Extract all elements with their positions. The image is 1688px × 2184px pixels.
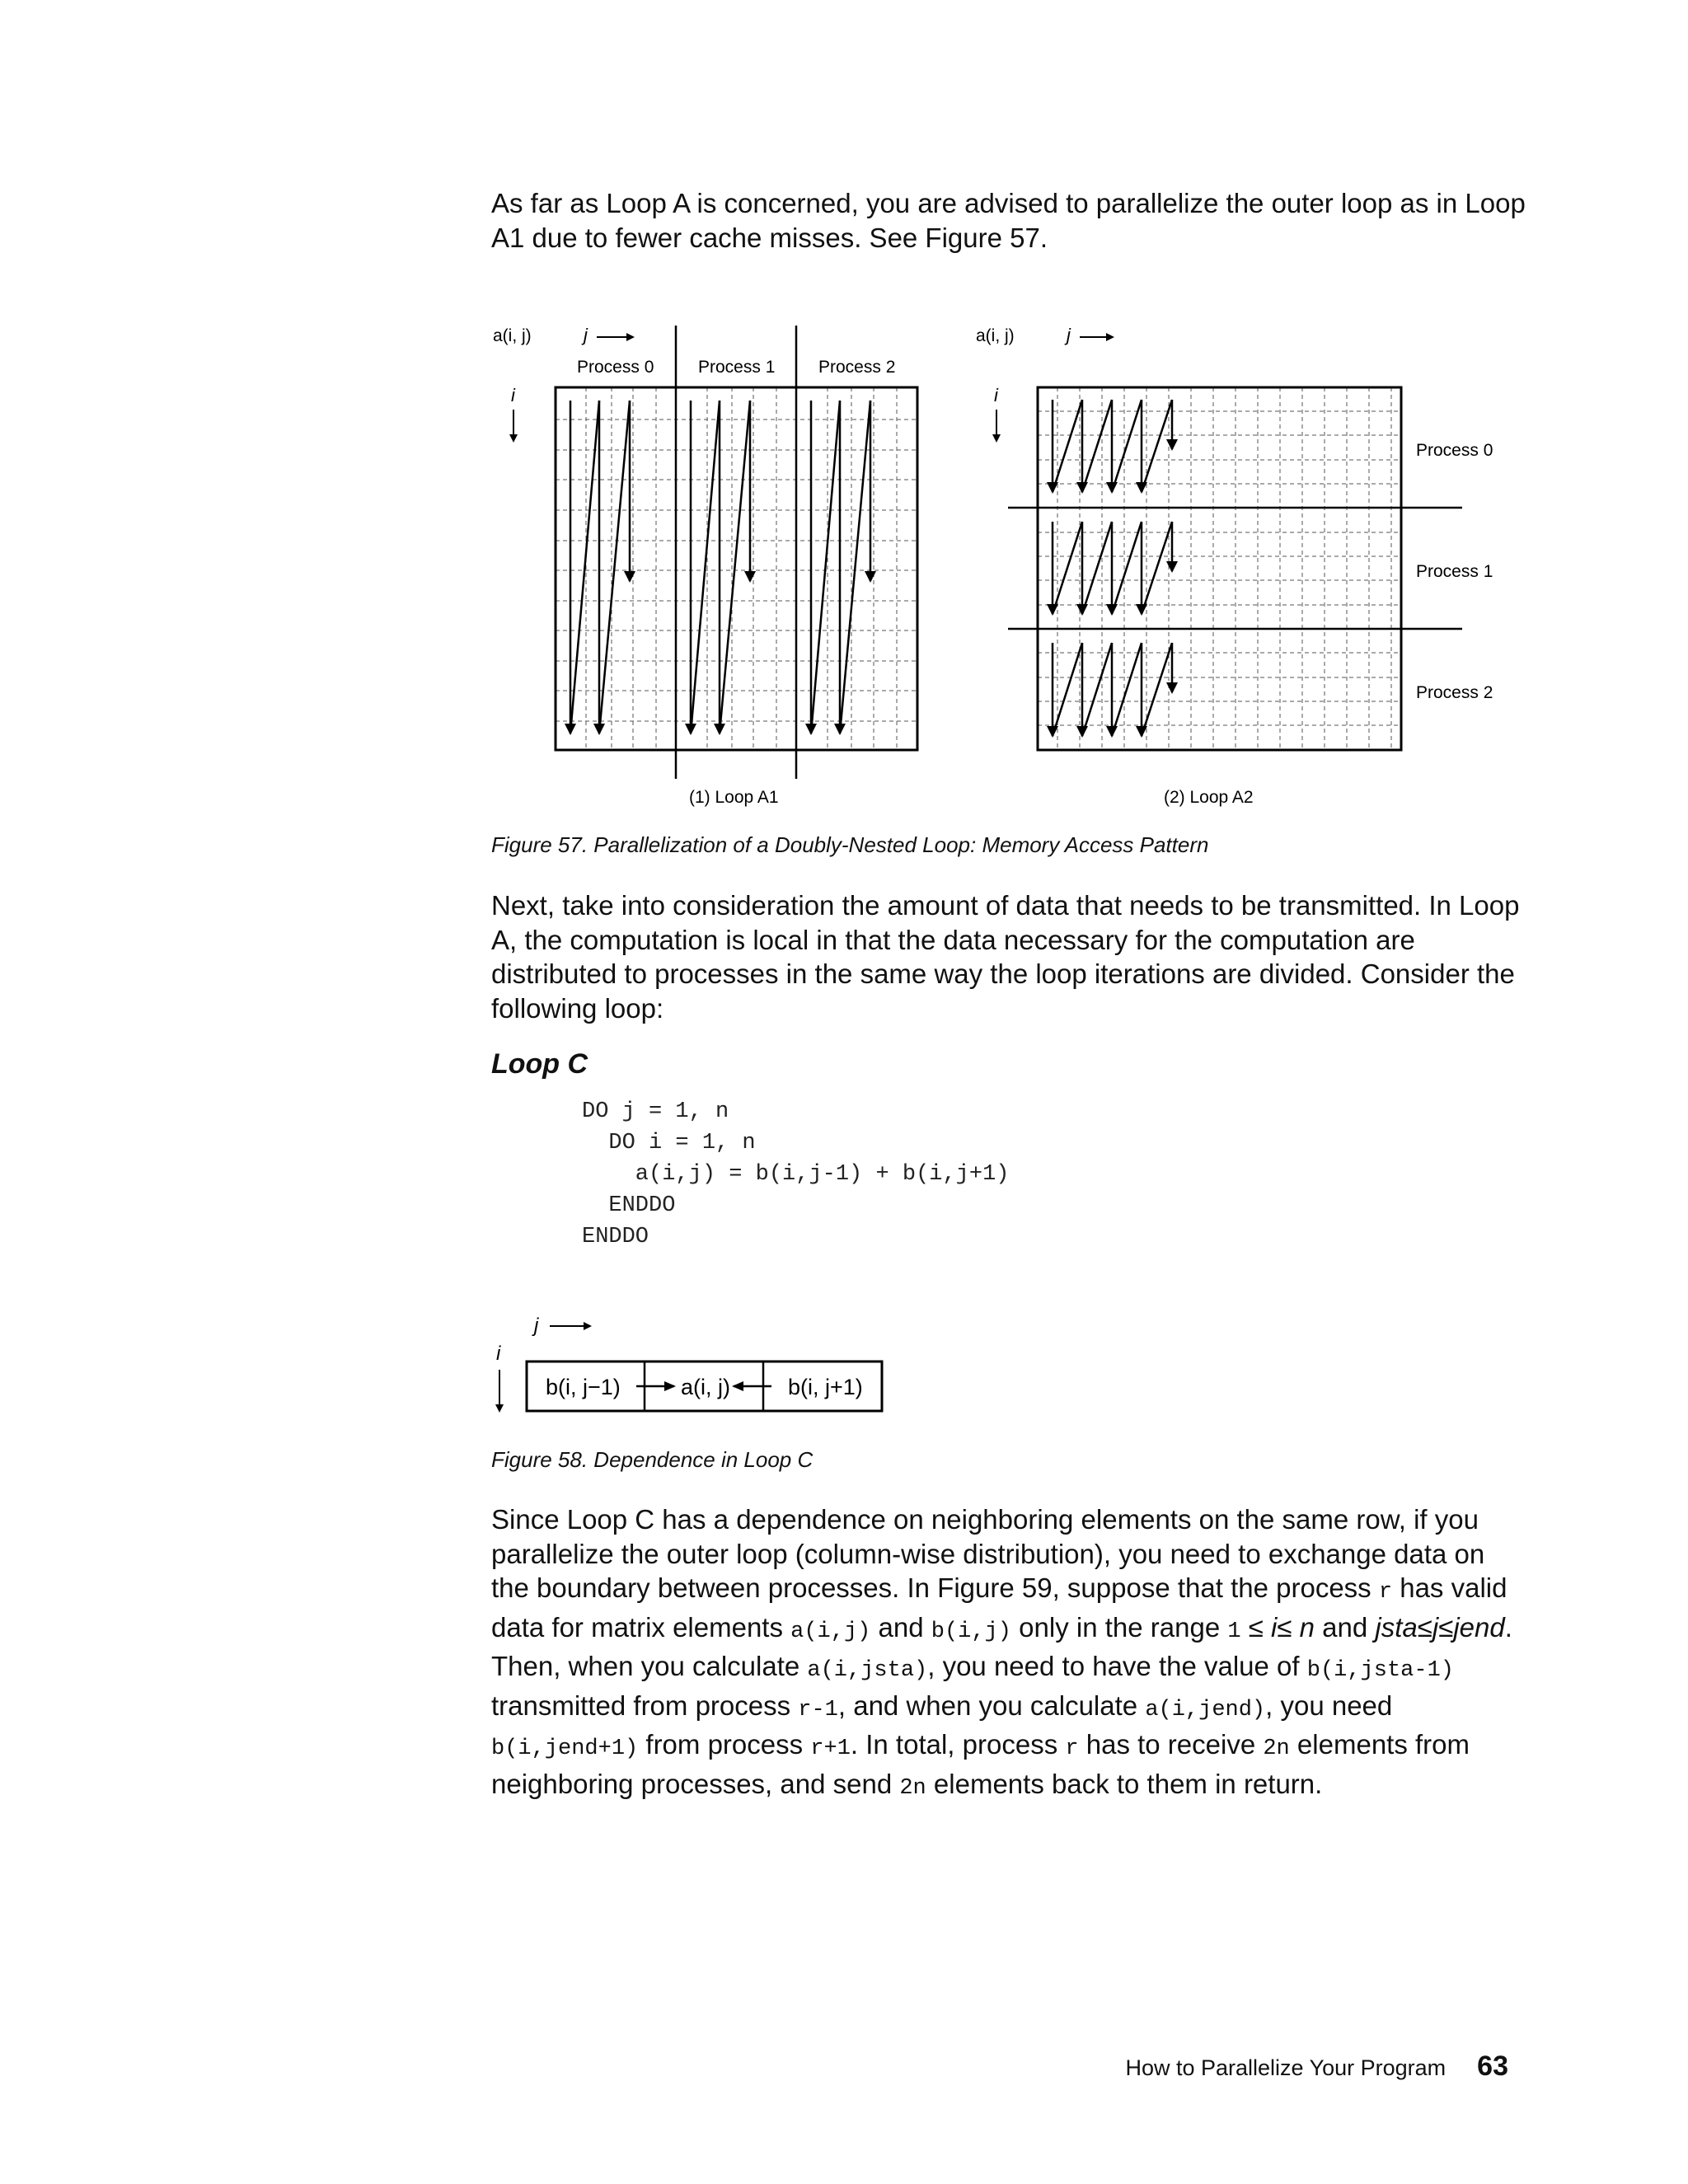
left-matrix-frame	[556, 387, 917, 750]
text-run: transmitted from process	[491, 1690, 799, 1721]
inline-code: r-1	[798, 1697, 838, 1722]
right-process-1-label: Process 1	[1416, 562, 1493, 581]
math-var: jend	[1453, 1611, 1505, 1643]
page-footer	[1125, 2050, 1508, 2083]
figure-57-caption: Figure 57. Parallelization of a Doubly-Nested Loop: Memory Access Pattern	[491, 832, 1209, 857]
text-run: elements back to them in return.	[926, 1768, 1323, 1799]
inline-code: 1	[1227, 1619, 1241, 1644]
inline-code: 2n	[1263, 1736, 1290, 1761]
paragraph-3	[491, 1502, 1530, 1806]
footer-title: How to Parallelize Your Program	[1125, 2055, 1447, 2080]
left-process-2-label: Process 2	[818, 358, 896, 377]
right-aij-label: a(i, j)	[976, 326, 1015, 345]
text-run: . Then, when you calculate	[491, 1611, 1512, 1681]
right-access-path	[1053, 400, 1172, 736]
text-run: . In total, process	[850, 1729, 1066, 1760]
text-run: has to receive	[1078, 1729, 1264, 1760]
intro-paragraph	[491, 186, 1530, 255]
text-run: , and when you calculate	[837, 1690, 1146, 1721]
code-line: DO i = 1, n	[582, 1131, 756, 1155]
text-run: ≤	[1277, 1611, 1300, 1643]
left-access-path	[570, 401, 870, 733]
inline-code: b(i,j)	[931, 1619, 1011, 1644]
text-run: has valid data for matrix elements	[491, 1572, 1507, 1643]
inline-code: 2n	[899, 1775, 926, 1801]
figure-58-caption: Figure 58. Dependence in Loop C	[491, 1447, 814, 1472]
left-aij-label: a(i, j)	[493, 326, 532, 345]
text-run: and	[1314, 1611, 1376, 1643]
text-run: ≤	[1417, 1611, 1432, 1643]
inline-code: b(i,jend+1)	[491, 1736, 639, 1761]
inline-code: r+1	[810, 1736, 851, 1761]
cell-a-ij: a(i, j)	[681, 1375, 730, 1399]
paragraph-2	[491, 888, 1530, 1025]
text-run: , you need	[1265, 1690, 1393, 1721]
right-grid	[1038, 387, 1401, 750]
paragraph-2-text: Next, take into consideration the amount of data that needs to be transmitted. In Loop A, the computation is local in that the data necessary for the computation are distributed to processes in the same way the loop iterations are divided. Consider the following loop:	[491, 890, 1520, 1024]
right-process-2-label: Process 2	[1416, 683, 1493, 702]
left-grid	[556, 387, 917, 750]
left-process-1-label: Process 1	[698, 358, 776, 377]
cell-b-jplus1: b(i, j+1)	[788, 1375, 863, 1399]
text-run: , you need to have the value of	[927, 1651, 1307, 1681]
code-line: ENDDO	[582, 1225, 649, 1249]
right-process-0-label: Process 0	[1416, 441, 1493, 460]
left-process-0-label: Process 0	[577, 358, 654, 377]
inline-code: r	[1378, 1580, 1393, 1605]
left-i-label: i	[511, 385, 515, 405]
text-run: and	[870, 1611, 931, 1643]
right-j-label: j	[1067, 325, 1071, 345]
fig58-j-label: j	[534, 1315, 539, 1337]
inline-code: a(i,jsta)	[807, 1658, 928, 1683]
right-i-label: i	[994, 385, 998, 405]
inline-code: a(i,j)	[790, 1619, 871, 1644]
text-run: only in the range	[1011, 1611, 1228, 1643]
left-sub-caption: (1) Loop A1	[689, 788, 779, 807]
math-var: j	[1432, 1611, 1439, 1643]
loop-c-heading: Loop C	[491, 1048, 588, 1080]
text-run: Since Loop C has a dependence on neighboring elements on the same row, if you parallelize the outer loop (column-wise distribution), you need to exchange data on the boundary between processes. In Figure 59, suppose that the process	[491, 1504, 1485, 1603]
fig58-i-label: i	[496, 1343, 501, 1365]
figure-57-diagram	[486, 317, 1525, 828]
text-run: ≤	[1240, 1611, 1271, 1643]
loop-c-code	[582, 1096, 1009, 1253]
figure-58-diagram	[486, 1306, 898, 1418]
code-line: a(i,j) = b(i,j-1) + b(i,j+1)	[582, 1162, 1010, 1187]
text-run: ≤	[1438, 1611, 1454, 1643]
math-var: i	[1271, 1611, 1278, 1643]
code-line: DO j = 1, n	[582, 1099, 729, 1124]
cell-b-jminus1: b(i, j−1)	[546, 1375, 621, 1399]
text-run: elements from neighboring processes, and send	[491, 1729, 1470, 1799]
left-j-label: j	[584, 325, 588, 345]
intro-text: As far as Loop A is concerned, you are advised to parallelize the outer loop as in Loop A1 due to fewer cache misses. See Figure 57.	[491, 188, 1526, 253]
inline-code: r	[1065, 1736, 1079, 1761]
paragraph-3-text	[491, 1502, 1530, 1806]
right-sub-caption: (2) Loop A2	[1164, 788, 1254, 807]
math-var: jsta	[1375, 1611, 1418, 1643]
code-line: ENDDO	[582, 1193, 676, 1218]
inline-code: b(i,jsta-1)	[1306, 1658, 1454, 1683]
inline-code: a(i,jend)	[1145, 1697, 1266, 1722]
text-run: from process	[638, 1729, 811, 1760]
math-var: n	[1299, 1611, 1315, 1643]
page-number: 63	[1477, 2050, 1508, 2082]
